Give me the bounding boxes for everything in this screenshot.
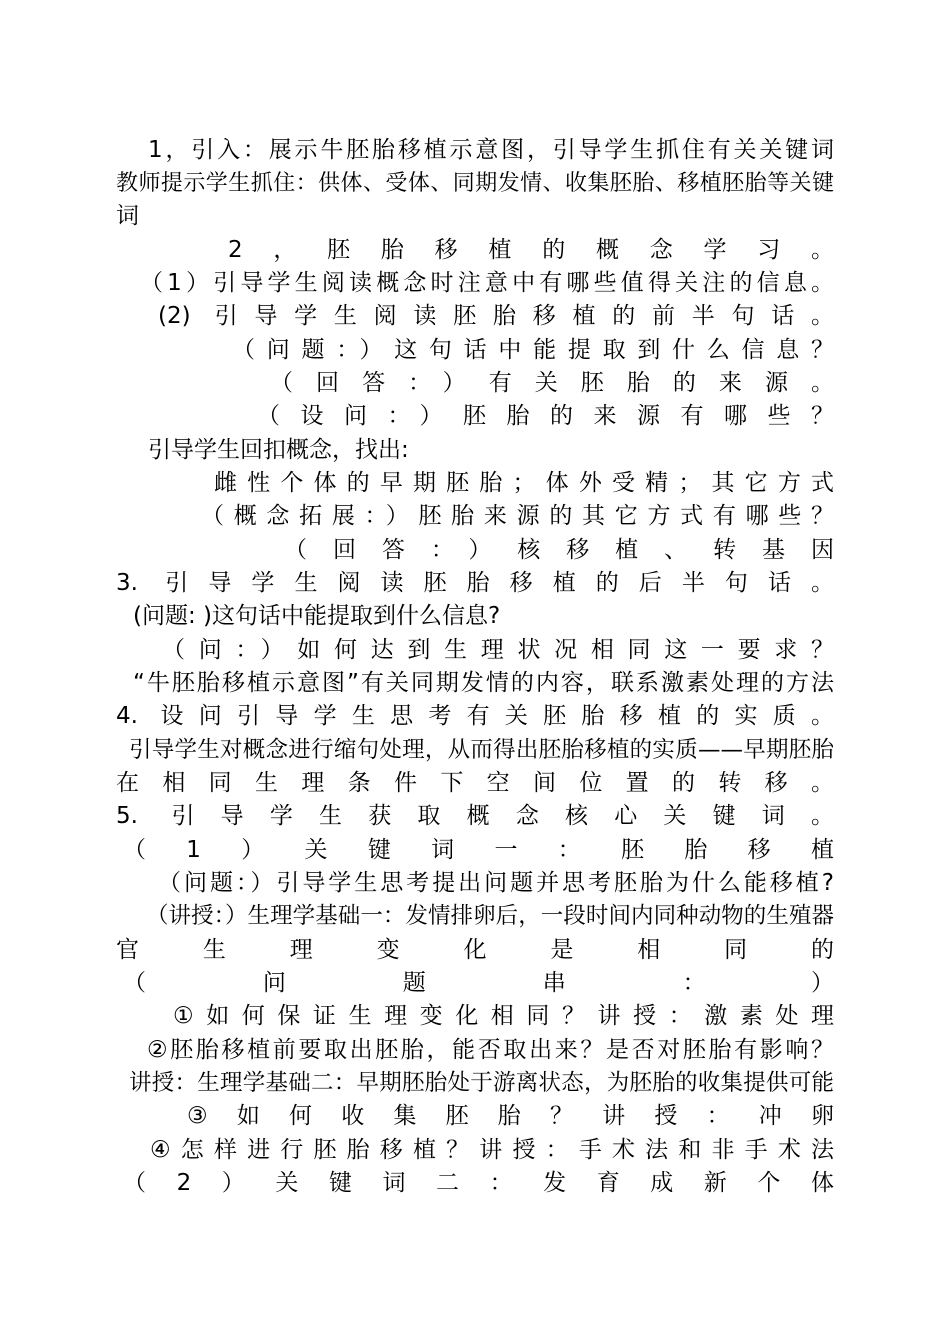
text-line: （问题串：） [123, 970, 834, 996]
text-line: （概念拓展：）胚胎来源的其它方式有哪些？ [201, 503, 834, 529]
text-line: 引导学生对概念进行缩句处理，从而得出胚胎移植的实质——早期胚胎 [129, 737, 834, 763]
text-line: (问题: )这句话中能提取到什么信息? [133, 603, 501, 629]
text-line: ②胚胎移植前要取出胚胎，能否取出来？是否对胚胎有影响？ [147, 1037, 834, 1063]
text-line: （回答：）核移植、转基因 [284, 537, 834, 563]
text-line: 引导学生回扣概念，找出: [148, 437, 409, 463]
text-line: （2）关键词二：发育成新个体 [123, 1170, 834, 1196]
text-line: 词 [116, 203, 139, 229]
text-line: 2，胚胎移植的概念学习。 [228, 237, 834, 263]
text-line: 3. 引导学生阅读胚胎移植的后半句话。 [116, 570, 834, 596]
text-line: ④怎样进行胚胎移植？讲授：手术法和非手术法 [150, 1137, 834, 1163]
text-line: 雌性个体的早期胚胎；体外受精；其它方式 [214, 470, 834, 496]
text-line: ①如何保证生理变化相同？讲授：激素处理 [173, 1003, 834, 1029]
text-line: ③如何收集胚胎？讲授：冲卵 [187, 1103, 834, 1129]
text-line: （回答：）有关胚胎的来源。 [270, 370, 834, 396]
text-line: （问题：）引导学生思考提出问题并思考胚胎为什么能移植? [158, 870, 834, 896]
text-line: 在相同生理条件下空间位置的转移。 [116, 770, 834, 796]
text-line: 官生理变化是相同的 [116, 937, 834, 963]
text-line: （讲授：）生理学基础一：发情排卵后，一段时间内同种动物的生殖器 [146, 903, 834, 929]
text-line: （1）引导学生阅读概念时注意中有哪些值得关注的信息。 [140, 270, 834, 296]
text-line: （问：）如何达到生理状况相同这一要求？ [162, 637, 834, 663]
text-line: （问题：）这句话中能提取到什么信息？ [232, 337, 834, 363]
text-line: 讲授：生理学基础二：早期胚胎处于游离状态，为胚胎的收集提供可能 [129, 1070, 834, 1096]
text-line: (2) 引导学生阅读胚胎移植的前半句话。 [158, 303, 834, 329]
text-line: （设问：）胚胎的来源有哪些？ [257, 403, 834, 429]
text-line: 教师提示学生抓住：供体、受体、同期发情、收集胚胎、移植胚胎等关键 [116, 171, 834, 196]
text-line: “牛胚胎移植示意图”有关同期发情的内容，联系激素处理的方法 [133, 670, 834, 696]
text-line: （1）关键词一：胚胎移植 [123, 837, 834, 863]
text-line: 4. 设问引导学生思考有关胚胎移植的实质。 [116, 703, 834, 729]
text-line: 5. 引导学生获取概念核心关键词。 [116, 803, 834, 829]
text-line: 1，引入：展示牛胚胎移植示意图，引导学生抓住有关关键词 [148, 137, 834, 163]
